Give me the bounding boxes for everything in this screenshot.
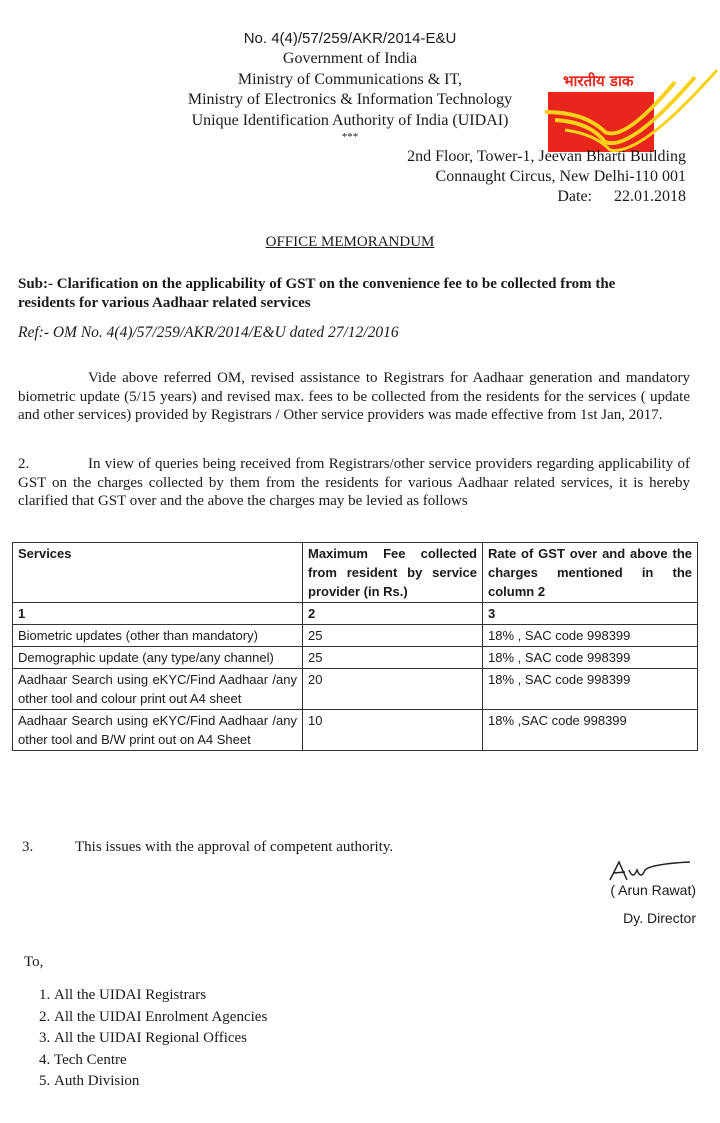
memo-title: OFFICE MEMORANDUM [265, 234, 435, 250]
paragraph-3 [22, 839, 393, 856]
separator-stars: *** [341, 131, 359, 143]
gst-table [12, 542, 698, 751]
to-label: To, [24, 954, 44, 970]
paragraph-2-text: In view of queries being received from Registrars/other service providers regarding applicability of GST on the charges collected by them from the residents for various Aadhaar related services, it is hereby clarified that GST over and the above the charges may be levied as follows [18, 456, 690, 509]
letterhead-line: Ministry of Electronics & Information Technology [187, 91, 513, 108]
subject [18, 275, 638, 313]
signatory-designation: Dy. Director [623, 910, 696, 926]
paragraph-1 [18, 369, 690, 425]
subject-label: Sub:- [18, 276, 54, 292]
gst-cell: 18% , SAC code 998399 [483, 625, 698, 647]
letterhead-line: Government of India [282, 50, 418, 67]
signatory-name: ( Arun Rawat) [610, 882, 696, 898]
address-line: 2nd Floor, Tower-1, Jeevan Bharti Building [407, 148, 686, 165]
letterhead [130, 49, 570, 143]
reference: Ref:- OM No. 4(4)/57/259/AKR/2014/E&U dated 27/12/2016 [18, 324, 399, 341]
fee-cell: 25 [303, 647, 483, 669]
date-label: Date: [557, 188, 592, 205]
file-number: No. 4(4)/57/259/AKR/2014-E&U [243, 30, 457, 47]
table-header: Services [13, 543, 303, 603]
recipient-item: 1. All the UIDAI Registrars [54, 985, 267, 1007]
table-row [13, 710, 698, 751]
date-line [407, 187, 686, 207]
table-row [13, 669, 698, 710]
recipient-item: 2. All the UIDAI Enrolment Agencies [54, 1007, 267, 1029]
service-cell: Demographic update (any type/any channel) [13, 647, 303, 669]
letterhead-line: Unique Identification Authority of India (UIDAI) [191, 111, 509, 129]
fee-cell: 25 [303, 625, 483, 647]
recipient-list [34, 985, 267, 1093]
table-column-number-row [13, 603, 698, 625]
signatory-block [610, 876, 696, 932]
recipient-item: 5. Auth Division [54, 1071, 267, 1093]
column-number: 2 [303, 603, 483, 625]
subject-text: Clarification on the applicability of GST on the convenience fee to be collected from the residents for various Aadhaar related services [18, 276, 616, 311]
paragraph-3-text: This issues with the approval of competent authority. [75, 839, 394, 855]
table-header-row [13, 543, 698, 603]
paragraph-number: 3. [22, 839, 34, 855]
logo-hindi-text: भारतीय डाक [563, 72, 634, 90]
paragraph-number: 2. [18, 456, 30, 472]
service-cell: Aadhaar Search using eKYC/Find Aadhaar /any other tool and B/W print out on A4 Sheet [13, 710, 303, 751]
paragraph-2 [18, 455, 690, 511]
paragraph-1-text: Vide above referred OM, revised assistance to Registrars for Aadhaar generation and mandatory biometric update (5/15 years) and revised max. fees to be collected from the residents for the services ( update and other services) provided by Registrars / Other service providers was made effective from 1st Jan, 2017. [18, 370, 690, 423]
date-value: 22.01.2018 [614, 188, 686, 205]
recipient-item: 3. All the UIDAI Regional Offices [54, 1028, 267, 1050]
service-cell: Biometric updates (other than mandatory) [13, 625, 303, 647]
gst-cell: 18% , SAC code 998399 [483, 669, 698, 710]
column-number: 1 [13, 603, 303, 625]
table-row [13, 625, 698, 647]
gst-cell: 18% ,SAC code 998399 [483, 710, 698, 751]
table-row [13, 647, 698, 669]
table-header: Rate of GST over and above the charges mentioned in the column 2 [483, 543, 698, 603]
service-cell: Aadhaar Search using eKYC/Find Aadhaar /any other tool and colour print out A4 sheet [13, 669, 303, 710]
table-header: Maximum Fee collected from resident by service provider (in Rs.) [303, 543, 483, 603]
office-address [407, 147, 686, 207]
gst-cell: 18% , SAC code 998399 [483, 647, 698, 669]
fee-cell: 20 [303, 669, 483, 710]
letterhead-line: Ministry of Communications & IT, [237, 70, 463, 88]
address-line: Connaught Circus, New Delhi-110 001 [435, 168, 686, 185]
fee-cell: 10 [303, 710, 483, 751]
column-number: 3 [483, 603, 698, 625]
recipient-item: 4. Tech Centre [54, 1050, 267, 1072]
